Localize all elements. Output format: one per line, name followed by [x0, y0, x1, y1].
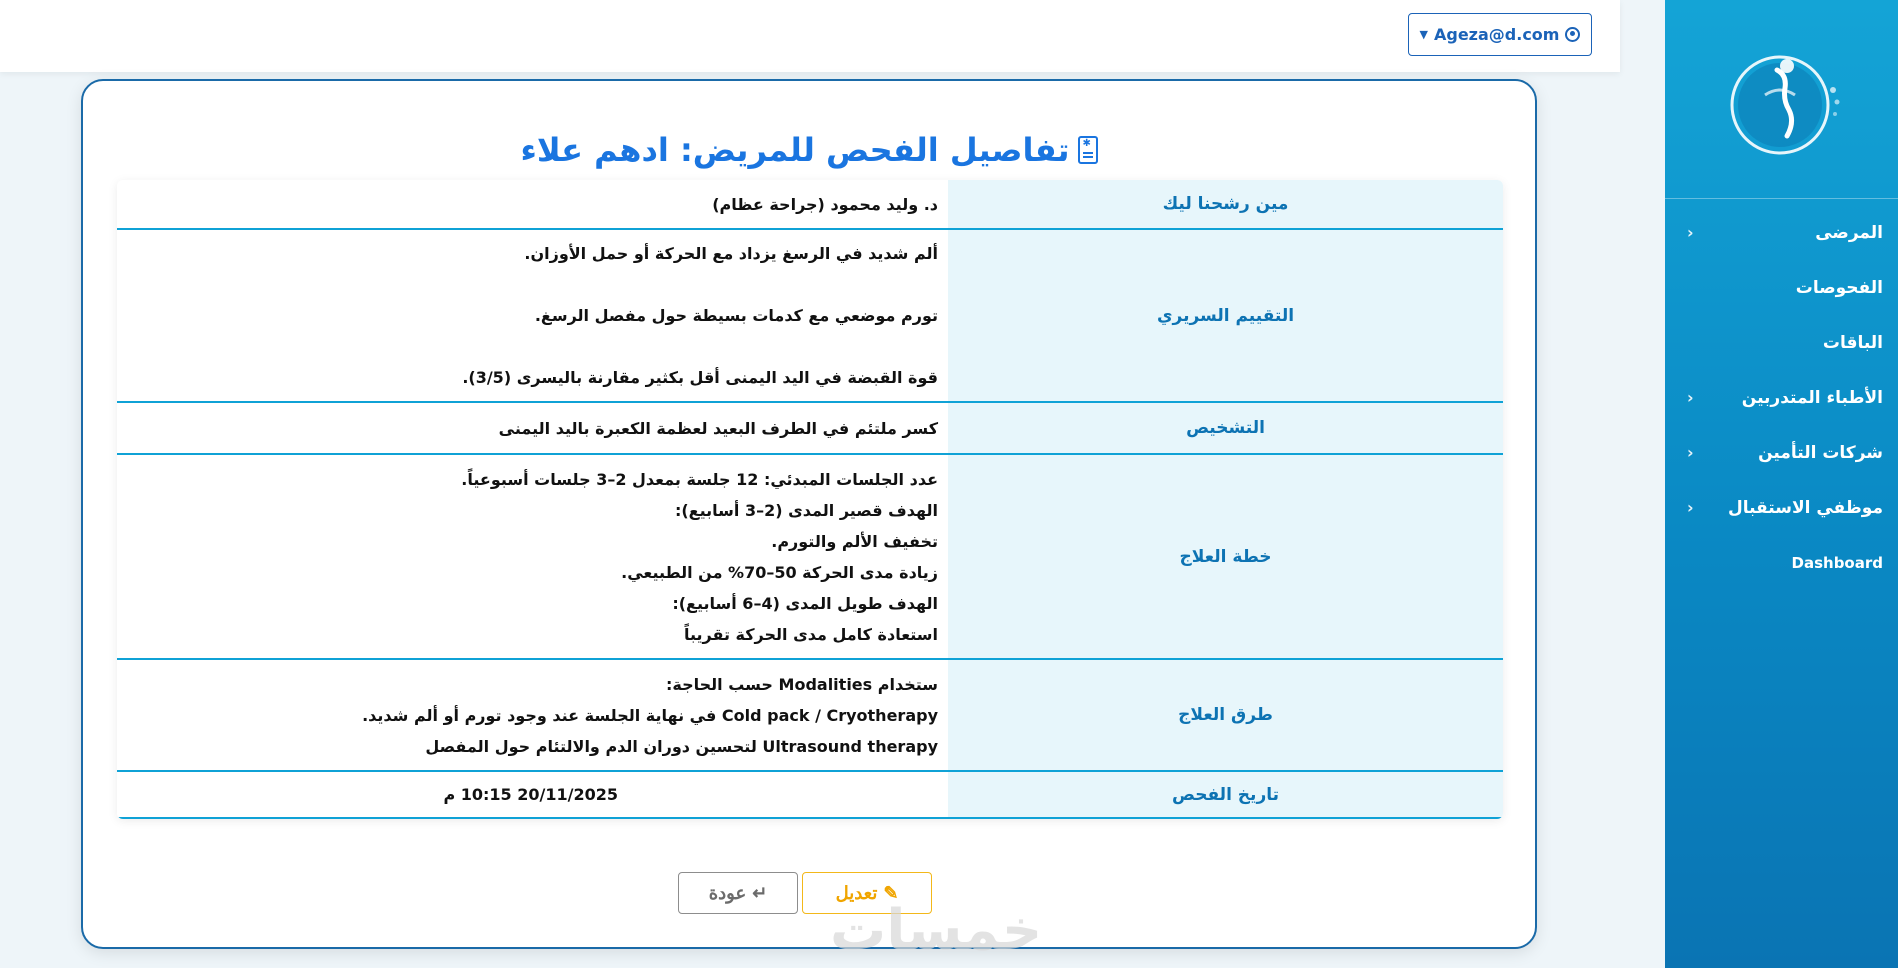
caret-down-icon: ▼	[1419, 28, 1428, 41]
row-label: مين رشحنا ليك	[948, 180, 1503, 228]
sidebar-nav	[1665, 205, 1898, 590]
sidebar-item-label: Dashboard	[1791, 553, 1883, 572]
sidebar-item-label: المرضى	[1815, 222, 1883, 243]
edit-icon: ✎	[883, 882, 899, 903]
watermark: خمسات	[830, 898, 1043, 963]
user-menu-button[interactable]	[1408, 13, 1592, 56]
sidebar-item-patients[interactable]	[1665, 205, 1898, 260]
referred-by-value: د. وليد محمود (جراحة عظام)	[712, 194, 938, 214]
plan-line: زيادة مدى الحركة 50–70% من الطبيعي.	[621, 562, 938, 582]
method-line: Ultrasound therapy لتحسين دوران الدم والالتئام حول المفصل	[425, 736, 938, 756]
sidebar-item-label: الباقات	[1822, 332, 1883, 353]
method-line: ستخدام Modalities حسب الحاجة:	[665, 674, 938, 694]
page-title: ✱تفاصيل الفحص للمريض: ادهم علاء	[81, 131, 1537, 169]
row-value	[117, 660, 948, 770]
sidebar-item-label: موظفي الاستقبال	[1727, 497, 1883, 518]
back-button[interactable]	[678, 872, 798, 914]
table-row-exam-date	[117, 772, 1503, 819]
chevron-left-icon: ‹	[1687, 388, 1694, 407]
chevron-left-icon: ‹	[1687, 443, 1694, 462]
back-button-label: عودة	[708, 882, 747, 903]
diagnosis-value: كسر ملتئم في الطرف البعيد لعظمة الكعبرة باليد اليمنى	[498, 418, 938, 438]
plan-line: عدد الجلسات المبدئي: 12 جلسة بمعدل 2–3 جلسات أسبوعياً.	[461, 469, 938, 489]
sidebar-item-dashboard[interactable]	[1665, 535, 1898, 590]
row-label: التشخيص	[948, 403, 1503, 453]
table-row-clinical-assessment	[117, 230, 1503, 403]
assessment-line: ألم شديد في الرسغ يزداد مع الحركة أو حمل الأوزان.	[524, 244, 938, 263]
row-label: التقييم السريري	[948, 230, 1503, 401]
row-value	[117, 455, 948, 658]
row-value	[117, 180, 948, 228]
chevron-left-icon: ‹	[1687, 223, 1694, 242]
row-value	[117, 403, 948, 453]
table-row-treatment-plan	[117, 455, 1503, 660]
edit-button-label: تعديل	[835, 882, 878, 903]
medical-file-icon	[1078, 136, 1098, 164]
sidebar-divider	[1665, 198, 1898, 199]
table-row-treatment-methods	[117, 660, 1503, 772]
assessment-line: قوة القبضة في اليد اليمنى أقل بكثير مقارنة باليسرى (3/5).	[462, 368, 938, 387]
sidebar-item-label: شركات التأمين	[1758, 442, 1883, 463]
plan-line: الهدف قصير المدى (2–3 أسابيع):	[674, 500, 938, 520]
clinic-logo[interactable]	[1705, 20, 1855, 180]
plan-line: تخفيف الألم والتورم.	[771, 531, 938, 551]
sidebar-item-label: الفحوصات	[1795, 277, 1883, 298]
exam-details-table	[117, 180, 1503, 819]
sidebar-item-packages[interactable]	[1665, 315, 1898, 370]
plan-line: الهدف طويل المدى (4–6 أسابيع):	[672, 593, 938, 613]
chevron-left-icon: ‹	[1687, 498, 1694, 517]
row-label: طرق العلاج	[948, 660, 1503, 770]
sidebar-item-receptionists[interactable]	[1665, 480, 1898, 535]
row-label: تاريخ الفحص	[948, 772, 1503, 817]
table-row-diagnosis	[117, 403, 1503, 455]
sidebar-item-label: الأطباء المتدربين	[1741, 387, 1883, 408]
return-arrow-icon: ↵	[752, 882, 768, 903]
sidebar-item-exams[interactable]	[1665, 260, 1898, 315]
exam-date-value: 20/11/2025 10:15 م	[443, 785, 618, 804]
user-circle-icon	[1565, 27, 1580, 42]
sidebar-item-insurance[interactable]	[1665, 425, 1898, 480]
assessment-line: تورم موضعي مع كدمات بسيطة حول مفصل الرسغ.	[534, 306, 938, 325]
sidebar-item-trainee-doctors[interactable]	[1665, 370, 1898, 425]
table-row-referred-by	[117, 180, 1503, 230]
method-line: Cold pack / Cryotherapy في نهاية الجلسة عند وجود تورم أو ألم شديد.	[362, 705, 938, 725]
top-bar	[0, 0, 1620, 72]
row-label: خطة العلاج	[948, 455, 1503, 658]
plan-line: استعادة كامل مدى الحركة تقريباً	[683, 624, 938, 644]
row-value	[117, 772, 948, 817]
row-value	[117, 230, 948, 401]
sidebar	[1665, 0, 1898, 968]
user-email: Ageza@d.com	[1433, 25, 1560, 44]
